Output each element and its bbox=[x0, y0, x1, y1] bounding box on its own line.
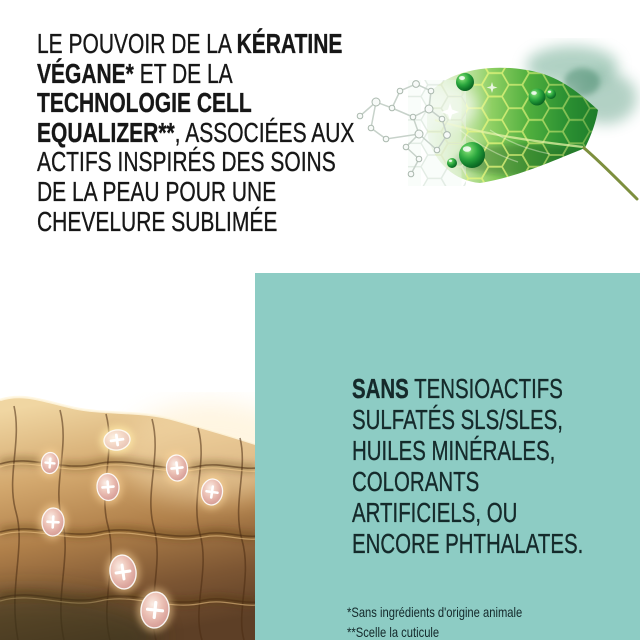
headline-text: LE POUVOIR DE LA KÉRATINE VÉGANE* ET DE LA TECHNOLOGIE CELL EQUALIZER**, ASSOCIÉES AUX ACTIFS INSPIRÉS DES SOINS DE LA PEAU POUR UNE CHEVELURE SUBLIMÉE bbox=[37, 28, 355, 237]
claims-text: SANS TENSIOACTIFS SULFATÉS SLS/SLES, HUILES MINÉRALES, COLORANTS ARTIFICIELS, OU ENCORE PHTHALATES. bbox=[352, 373, 584, 559]
hair-cuticle-illustration bbox=[0, 392, 256, 640]
leaf-stem bbox=[584, 148, 637, 199]
leaf-illustration bbox=[340, 38, 640, 223]
footnote-animal-origin: *Sans ingrédients d'origine animale bbox=[347, 604, 523, 620]
footnote-cuticle: **Scelle la cuticule bbox=[347, 624, 440, 640]
footnotes bbox=[347, 602, 522, 642]
